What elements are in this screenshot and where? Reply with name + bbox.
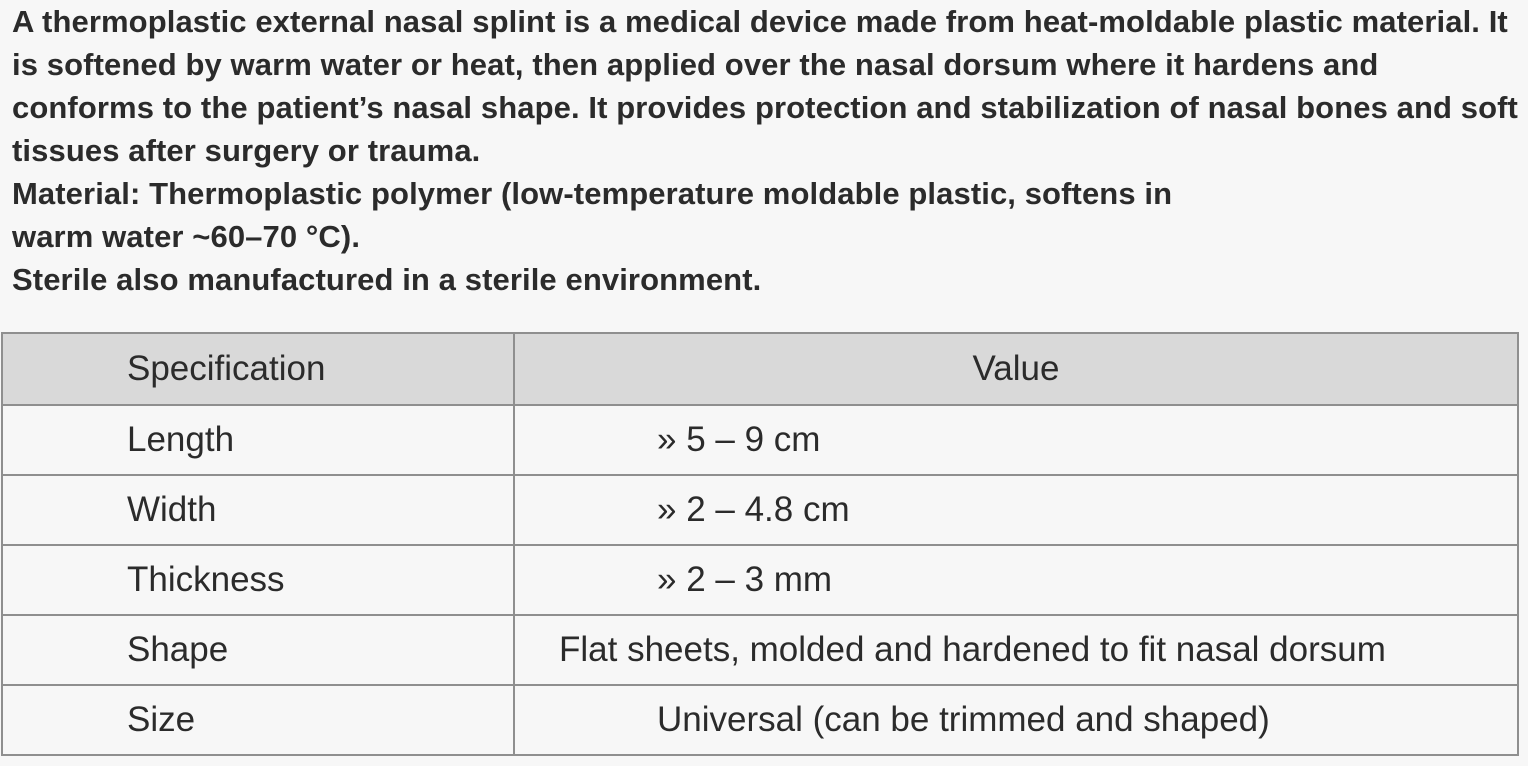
value-width: » 2 – 4.8 cm <box>514 475 1518 545</box>
value-size: Universal (can be trimmed and shaped) <box>514 685 1518 755</box>
spec-shape: Shape <box>2 615 514 685</box>
material-line-1: Material: Thermoplastic polymer (low-temperature moldable plastic, softens in <box>12 176 1173 211</box>
table-row <box>2 545 1518 615</box>
table-header-row <box>2 333 1518 405</box>
value-thickness: » 2 – 3 mm <box>514 545 1518 615</box>
table-row <box>2 615 1518 685</box>
table-row <box>2 685 1518 755</box>
table-row <box>2 405 1518 475</box>
header-value: Value <box>514 333 1518 405</box>
specification-table <box>1 332 1519 756</box>
value-length: » 5 – 9 cm <box>514 405 1518 475</box>
intro-text <box>12 0 1528 301</box>
spec-length: Length <box>2 405 514 475</box>
header-specification: Specification <box>2 333 514 405</box>
spec-size: Size <box>2 685 514 755</box>
sterile-note: Sterile also manufactured in a sterile environment. <box>12 262 762 297</box>
table-row <box>2 475 1518 545</box>
value-shape: Flat sheets, molded and hardened to fit nasal dorsum <box>514 615 1518 685</box>
spec-thickness: Thickness <box>2 545 514 615</box>
material-line-2: warm water ~60–70 °C). <box>12 219 361 254</box>
spec-width: Width <box>2 475 514 545</box>
product-description: A thermoplastic external nasal splint is a medical device made from heat-moldable plastic material. It is softened by warm water or heat, then applied over the nasal dorsum where it hardens and conforms to the patient’s nasal shape. It provides protection and stabilization of nasal bones and soft tissues after surgery or trauma. <box>12 4 1518 168</box>
